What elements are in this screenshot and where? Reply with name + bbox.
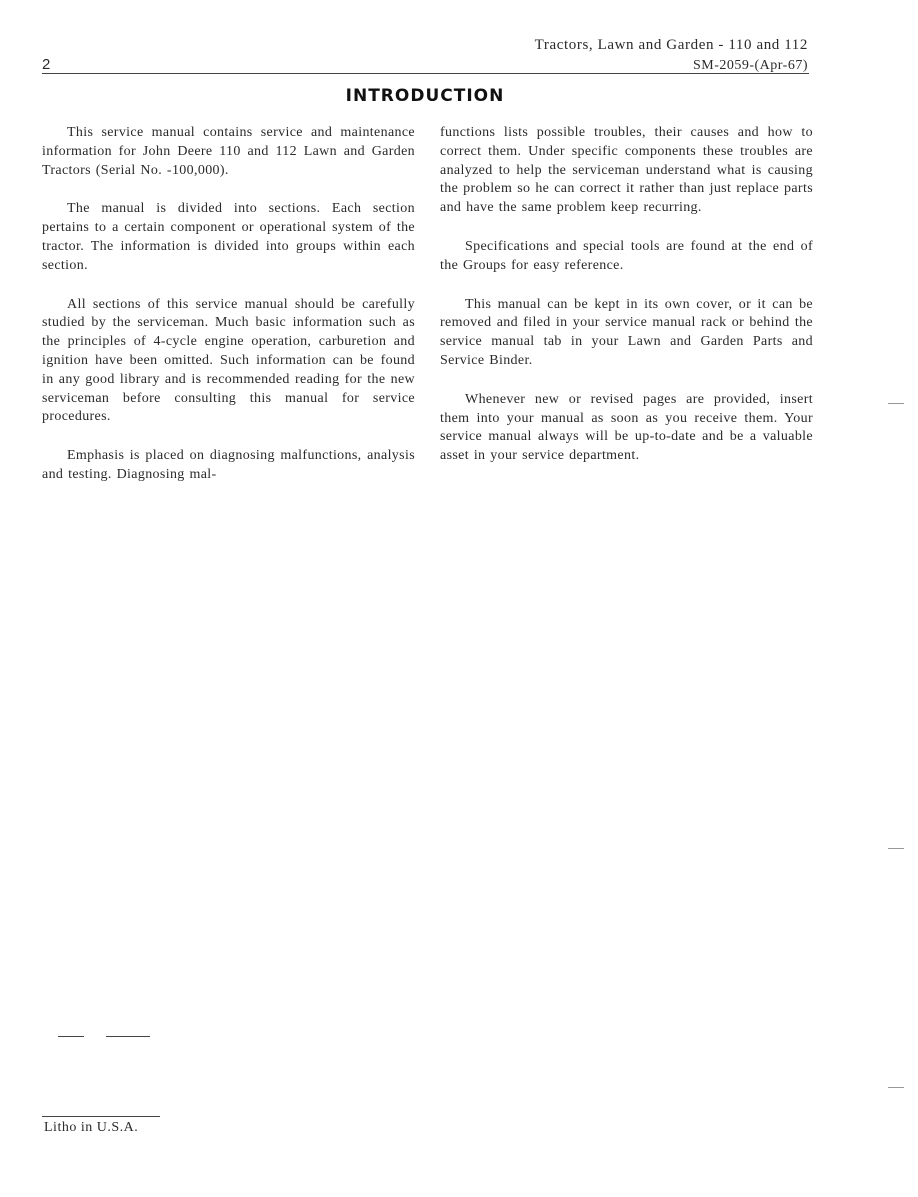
scan-edge-mark — [888, 403, 904, 404]
paragraph-intro: This service manual contains service and maintenance information for John Deere 110 and 112 Lawn and Garden Tractors (Serial No. -100,000). — [42, 125, 415, 178]
paragraph-emphasis: Emphasis is placed on diagnosing malfunctions, analysis and testing. Diagnosing mal- — [42, 448, 415, 482]
left-text-column — [42, 124, 415, 505]
header-divider — [42, 73, 809, 74]
page-number: 2 — [42, 56, 51, 73]
footer-print-note: Litho in U.S.A. — [44, 1120, 139, 1135]
right-text-column — [440, 124, 813, 486]
paragraph-specifications: Specifications and special tools are found at the end of the Groups for easy reference. — [440, 238, 813, 273]
section-title: INTRODUCTION — [345, 86, 505, 106]
paragraph-sections: The manual is divided into sections. Each section pertains to a certain component or operational system of the tractor. The information is divided into groups within each section. — [42, 201, 415, 273]
paragraph-revisions: Whenever new or revised pages are provided, insert them into your manual as soon as you receive them. Your service manual always will be up-to-date and be a valuable asset in your service department. — [440, 391, 813, 464]
paragraph-study: All sections of this service manual should be carefully studied by the serviceman. Much basic information such as the principles of 4-cycle engine operation, carburetion and ignition have been omitted. Such information can be found in any good library and is recommended reading for the new serviceman before consulting this manual for service procedures. — [42, 296, 415, 425]
short-rule-right — [106, 1036, 150, 1037]
scan-edge-mark — [888, 1087, 904, 1088]
scan-edge-mark — [888, 848, 904, 849]
running-header-title: Tractors, Lawn and Garden - 110 and 112 — [534, 37, 808, 53]
paragraph-emphasis-continued: functions lists possible troubles, their causes and how to correct them. Under specific components these troubles are analyzed to help the serviceman understand what is causing the problem so he can correct it rather than just replace parts and have the same problem keep recurring. — [440, 125, 813, 216]
short-rule-left — [58, 1036, 84, 1037]
paragraph-cover: This manual can be kept in its own cover, or it can be removed and filed in your service manual rack or behind the service manual tab in your Lawn and Garden Parts and Service Binder. — [440, 296, 813, 368]
document-code: SM-2059-(Apr-67) — [692, 58, 808, 73]
footer-divider — [42, 1116, 160, 1117]
